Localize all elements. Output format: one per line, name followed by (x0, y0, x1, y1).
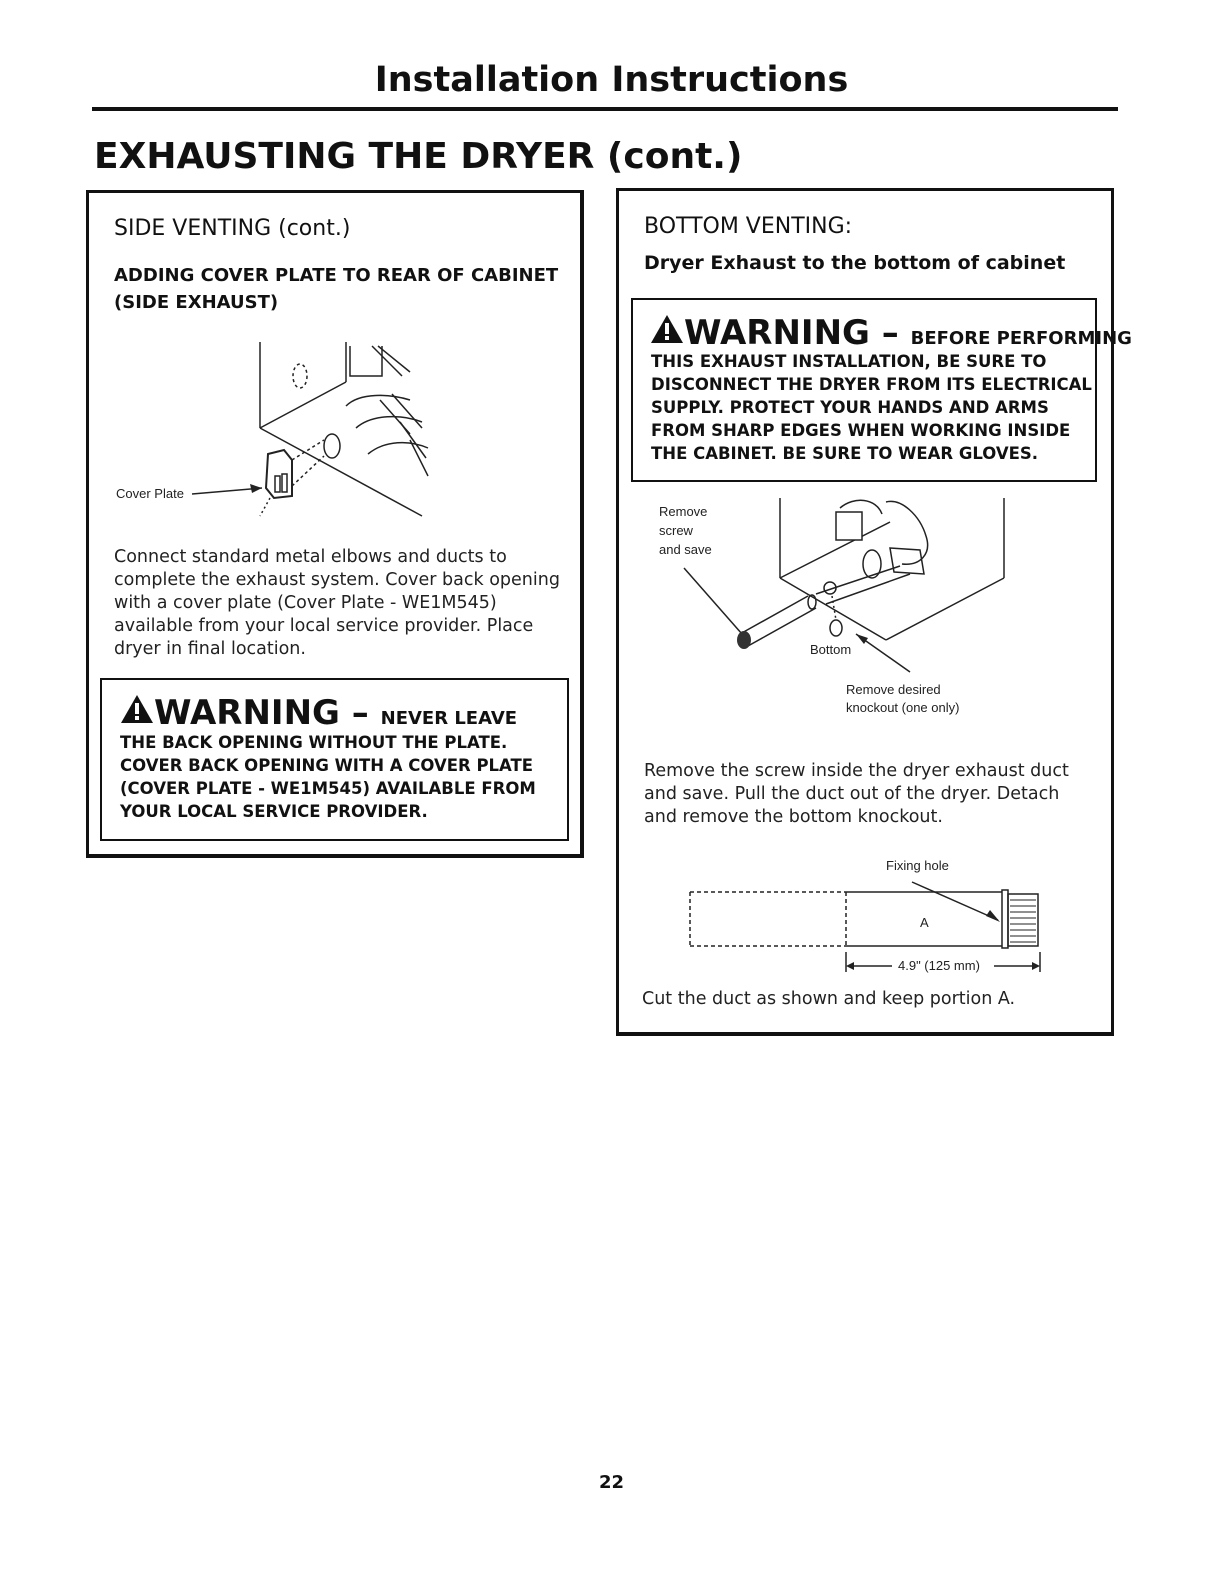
remove-screw-figure (640, 492, 1020, 692)
warning-word: WARNING (154, 693, 340, 733)
warning-dash: – (351, 693, 369, 733)
warning-word: WARNING (684, 313, 870, 353)
bottom-venting-warning-line3: SUPPLY. PROTECT YOUR HANDS AND ARMS (651, 398, 1049, 417)
side-venting-heading: SIDE VENTING (cont.) (114, 216, 351, 241)
knockout-label-line2: knockout (one only) (846, 700, 960, 715)
duct-cut-figure (680, 880, 1050, 980)
remove-screw-label-line2: screw (659, 523, 693, 538)
knockout-label-line1: Remove desired (846, 682, 941, 697)
duct-dimension-label: 4.9" (125 mm) (898, 958, 980, 973)
bottom-venting-warning-line2: DISCONNECT THE DRYER FROM ITS ELECTRICAL (651, 375, 1092, 394)
header-rule (92, 107, 1118, 111)
side-venting-body-line1: Connect standard metal elbows and ducts to (114, 547, 507, 567)
cover-plate-warning-line1: THE BACK OPENING WITHOUT THE PLATE. (120, 733, 508, 752)
remove-screw-label-line3: and save (659, 542, 712, 557)
cover-plate-warning-line3: (COVER PLATE - WE1M545) AVAILABLE FROM (120, 779, 536, 798)
remove-screw-label-line1: Remove (659, 504, 708, 519)
side-venting-body-line2: complete the exhaust system. Cover back opening (114, 570, 560, 590)
bottom-label: Bottom (810, 642, 852, 657)
bottom-venting-subheading: Dryer Exhaust to the bottom of cabinet (644, 252, 1066, 274)
warning-triangle-icon (120, 694, 154, 724)
side-venting-body-line5: dryer in final location. (114, 639, 306, 659)
fixing-hole-label: Fixing hole (886, 858, 949, 873)
bottom-venting-warning-line4: FROM SHARP EDGES WHEN WORKING INSIDE (651, 421, 1071, 440)
page-header-title: Installation Instructions (374, 60, 849, 100)
duct-cut-caption: Cut the duct as shown and keep portion A. (642, 989, 1016, 1009)
cover-plate-figure (110, 336, 450, 536)
bottom-venting-heading: BOTTOM VENTING: (644, 214, 853, 239)
cover-plate-warning-line4: YOUR LOCAL SERVICE PROVIDER. (120, 802, 428, 821)
cover-plate-warning-line2: COVER BACK OPENING WITH A COVER PLATE (120, 756, 534, 775)
side-venting-body-line4: available from your local service provider. Place (114, 616, 534, 636)
section-title: EXHAUSTING THE DRYER (cont.) (94, 136, 743, 177)
warning-lead: BEFORE PERFORMING (910, 328, 1132, 349)
cover-plate-subheading-line1: ADDING COVER PLATE TO REAR OF CABINET (114, 265, 559, 286)
cover-plate-subheading-line2: (SIDE EXHAUST) (114, 292, 279, 313)
side-venting-body-line3: with a cover plate (Cover Plate - WE1M545) (114, 593, 497, 613)
portion-a-label: A (920, 915, 929, 930)
bottom-venting-warning-line5: THE CABINET. BE SURE TO WEAR GLOVES. (651, 444, 1039, 463)
warning-dash: – (881, 313, 899, 353)
bottom-venting-warning-line1: THIS EXHAUST INSTALLATION, BE SURE TO (651, 352, 1047, 371)
bottom-venting-body-line3: and remove the bottom knockout. (644, 807, 943, 827)
warning-triangle-icon (650, 314, 684, 344)
cover-plate-label: Cover Plate (116, 486, 184, 501)
warning-lead: NEVER LEAVE (380, 708, 518, 729)
bottom-venting-body-line1: Remove the screw inside the dryer exhaust duct (644, 761, 1069, 781)
bottom-venting-body-line2: and save. Pull the duct out of the dryer. Detach (644, 784, 1060, 804)
page-number: 22 (598, 1472, 625, 1493)
